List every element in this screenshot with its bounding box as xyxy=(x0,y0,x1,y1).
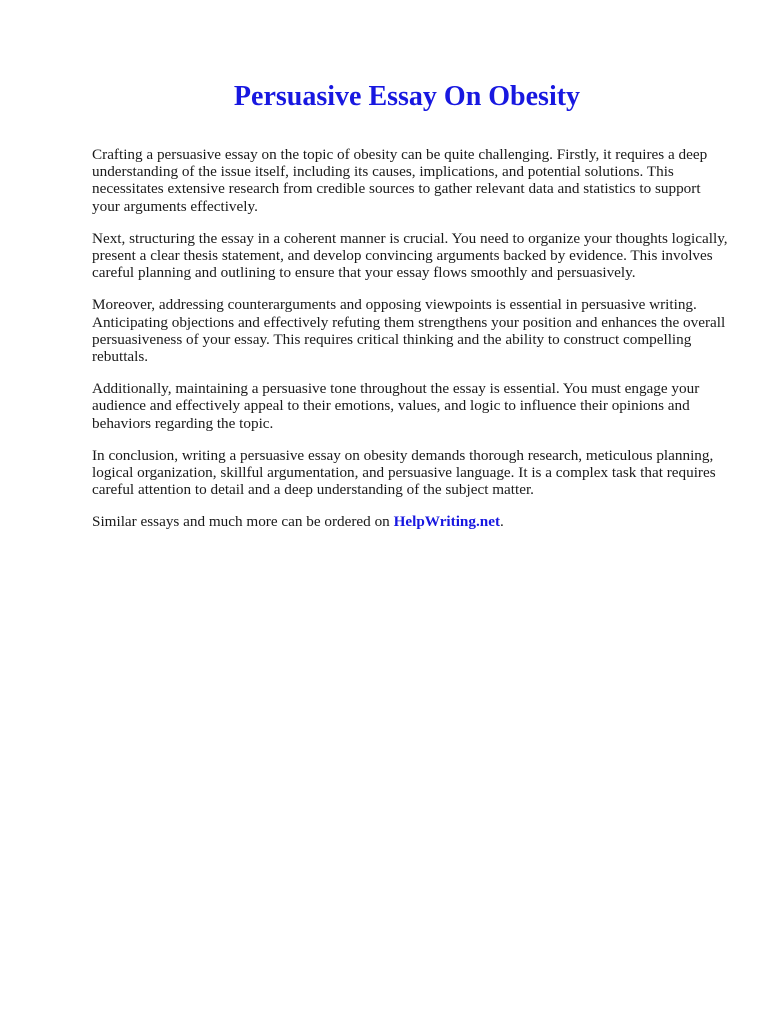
paragraph-2: Next, structuring the essay in a coherent manner is crucial. You need to organize your thoughts logically, present a clear thesis statement, and develop convincing arguments backed by evidence. This involves careful planning and outlining to ensure that your essay flows smoothly and persuasively. xyxy=(92,229,728,282)
footer-suffix: . xyxy=(500,513,504,531)
paragraph-5: In conclusion, writing a persuasive essay on obesity demands thorough research, meticulous planning, logical organization, skillful argumentation, and persuasive language. It is a complex task that requires careful attention to detail and a deep understanding of the subject matter. xyxy=(92,446,716,499)
footer-text: Similar essays and much more can be ordered on xyxy=(92,513,390,531)
footer-line xyxy=(92,513,732,530)
essay-body xyxy=(92,146,732,546)
page-title: Persuasive Essay On Obesity xyxy=(233,81,581,112)
paragraph-3: Moreover, addressing counterarguments and opposing viewpoints is essential in persuasive writing. Anticipating objections and effectively refuting them strengthens your position and enhances the overall persuasiveness of your essay. This requires critical thinking and the ability to construct compelling rebuttals. xyxy=(92,296,726,366)
paragraph-4: Additionally, maintaining a persuasive tone throughout the essay is essential. You must engage your audience and effectively appeal to their emotions, values, and logic to influence their opinions and behaviors regarding the topic. xyxy=(92,380,700,432)
helpwriting-link[interactable]: HelpWriting.net xyxy=(393,513,501,531)
paragraph-1: Crafting a persuasive essay on the topic of obesity can be quite challenging. Firstly, it requires a deep understanding of the issue itself, including its causes, implications, and potential solutions. This necessitates extensive research from credible sources to gather relevant data and statistics to support your arguments effectively. xyxy=(92,146,708,215)
